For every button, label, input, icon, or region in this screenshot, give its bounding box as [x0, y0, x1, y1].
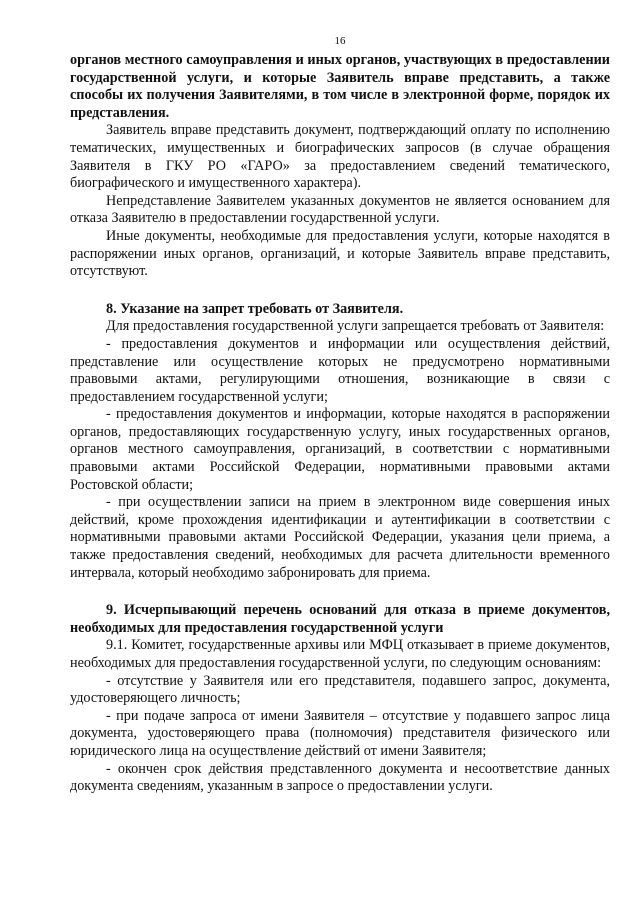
section-9-item: - отсутствие у Заявителя или его представителя, подавшего запрос, документа, удостоверяющего личность;	[70, 672, 610, 707]
page-number: 16	[334, 35, 346, 47]
document-page	[70, 34, 610, 796]
section-8-item: - предоставления документов и информации или осуществления действий, представление или осуществление которых не предусмотрено нормативными правовыми актами, регулирующими отношения, возникающие в связи с предоставлением государственной услуги;	[70, 335, 610, 405]
section-8-item: - предоставления документов и информации, которые находятся в распоряжении органов, предоставляющих государственную услугу, иных государственных органов, органов местного самоуправления, организаций, в соответствии с нормативными правовыми актами Российской Федерации, нормативными правовыми актами Ростовской области;	[70, 406, 610, 493]
intro-bold-paragraph: органов местного самоуправления и иных органов, участвующих в предоставлении государственной услуги, и которые Заявитель вправе представить, а также способы их получения Заявителями, в том числе в электронной форме, порядок их представления.	[70, 52, 610, 121]
section-9-heading: 9. Исчерпывающий перечень оснований для отказа в приеме документов, необходимых для предоставления государственной услуги	[70, 602, 610, 636]
section-8-heading: 8. Указание на запрет требовать от Заявителя.	[106, 300, 404, 317]
section-8-lead: Для предоставления государственной услуги запрещается требовать от Заявителя:	[106, 318, 605, 335]
paragraph-payment-document: Заявитель вправе представить документ, подтверждающий оплату по исполнению тематических, имущественных и биографических запросов (в случае обращения Заявителя в ГКУ РО «ГАРО» за предоставлением сведений тематического, биографического и имущественного характера).	[70, 122, 610, 192]
paragraph-non-submission: Непредставление Заявителем указанных документов не является основанием для отказа Заявителю в предоставлении государственной услуги.	[70, 192, 610, 227]
section-9-lead: 9.1. Комитет, государственные архивы или МФЦ отказывает в приеме документов, необходимых для предоставления государственной услуги, по следующим основаниям:	[70, 637, 610, 671]
section-8-item: - при осуществлении записи на прием в электронном виде совершения иных действий, кроме прохождения идентификации и аутентификации в соответствии с нормативными правовыми актами Российской Федерации, указания цели приема, а также предоставления сведений, необходимых для расчета длительности временного интервала, который необходимо забронировать для приема.	[70, 494, 610, 581]
section-9-item: - при подаче запроса от имени Заявителя – отсутствие у подавшего запрос лица документа, удостоверяющего права (полномочия) представителя физического или юридического лица на осуществление действий от имени Заявителя;	[70, 707, 610, 759]
paragraph-other-documents: Иные документы, необходимые для предоставления услуги, которые находятся в распоряжении иных органов, организаций, и которые Заявитель вправе представить, отсутствуют.	[70, 227, 610, 280]
section-9-item: - окончен срок действия представленного документа и несоответствие данных документа сведениям, указанным в запросе о предоставлении услуги.	[70, 760, 610, 795]
